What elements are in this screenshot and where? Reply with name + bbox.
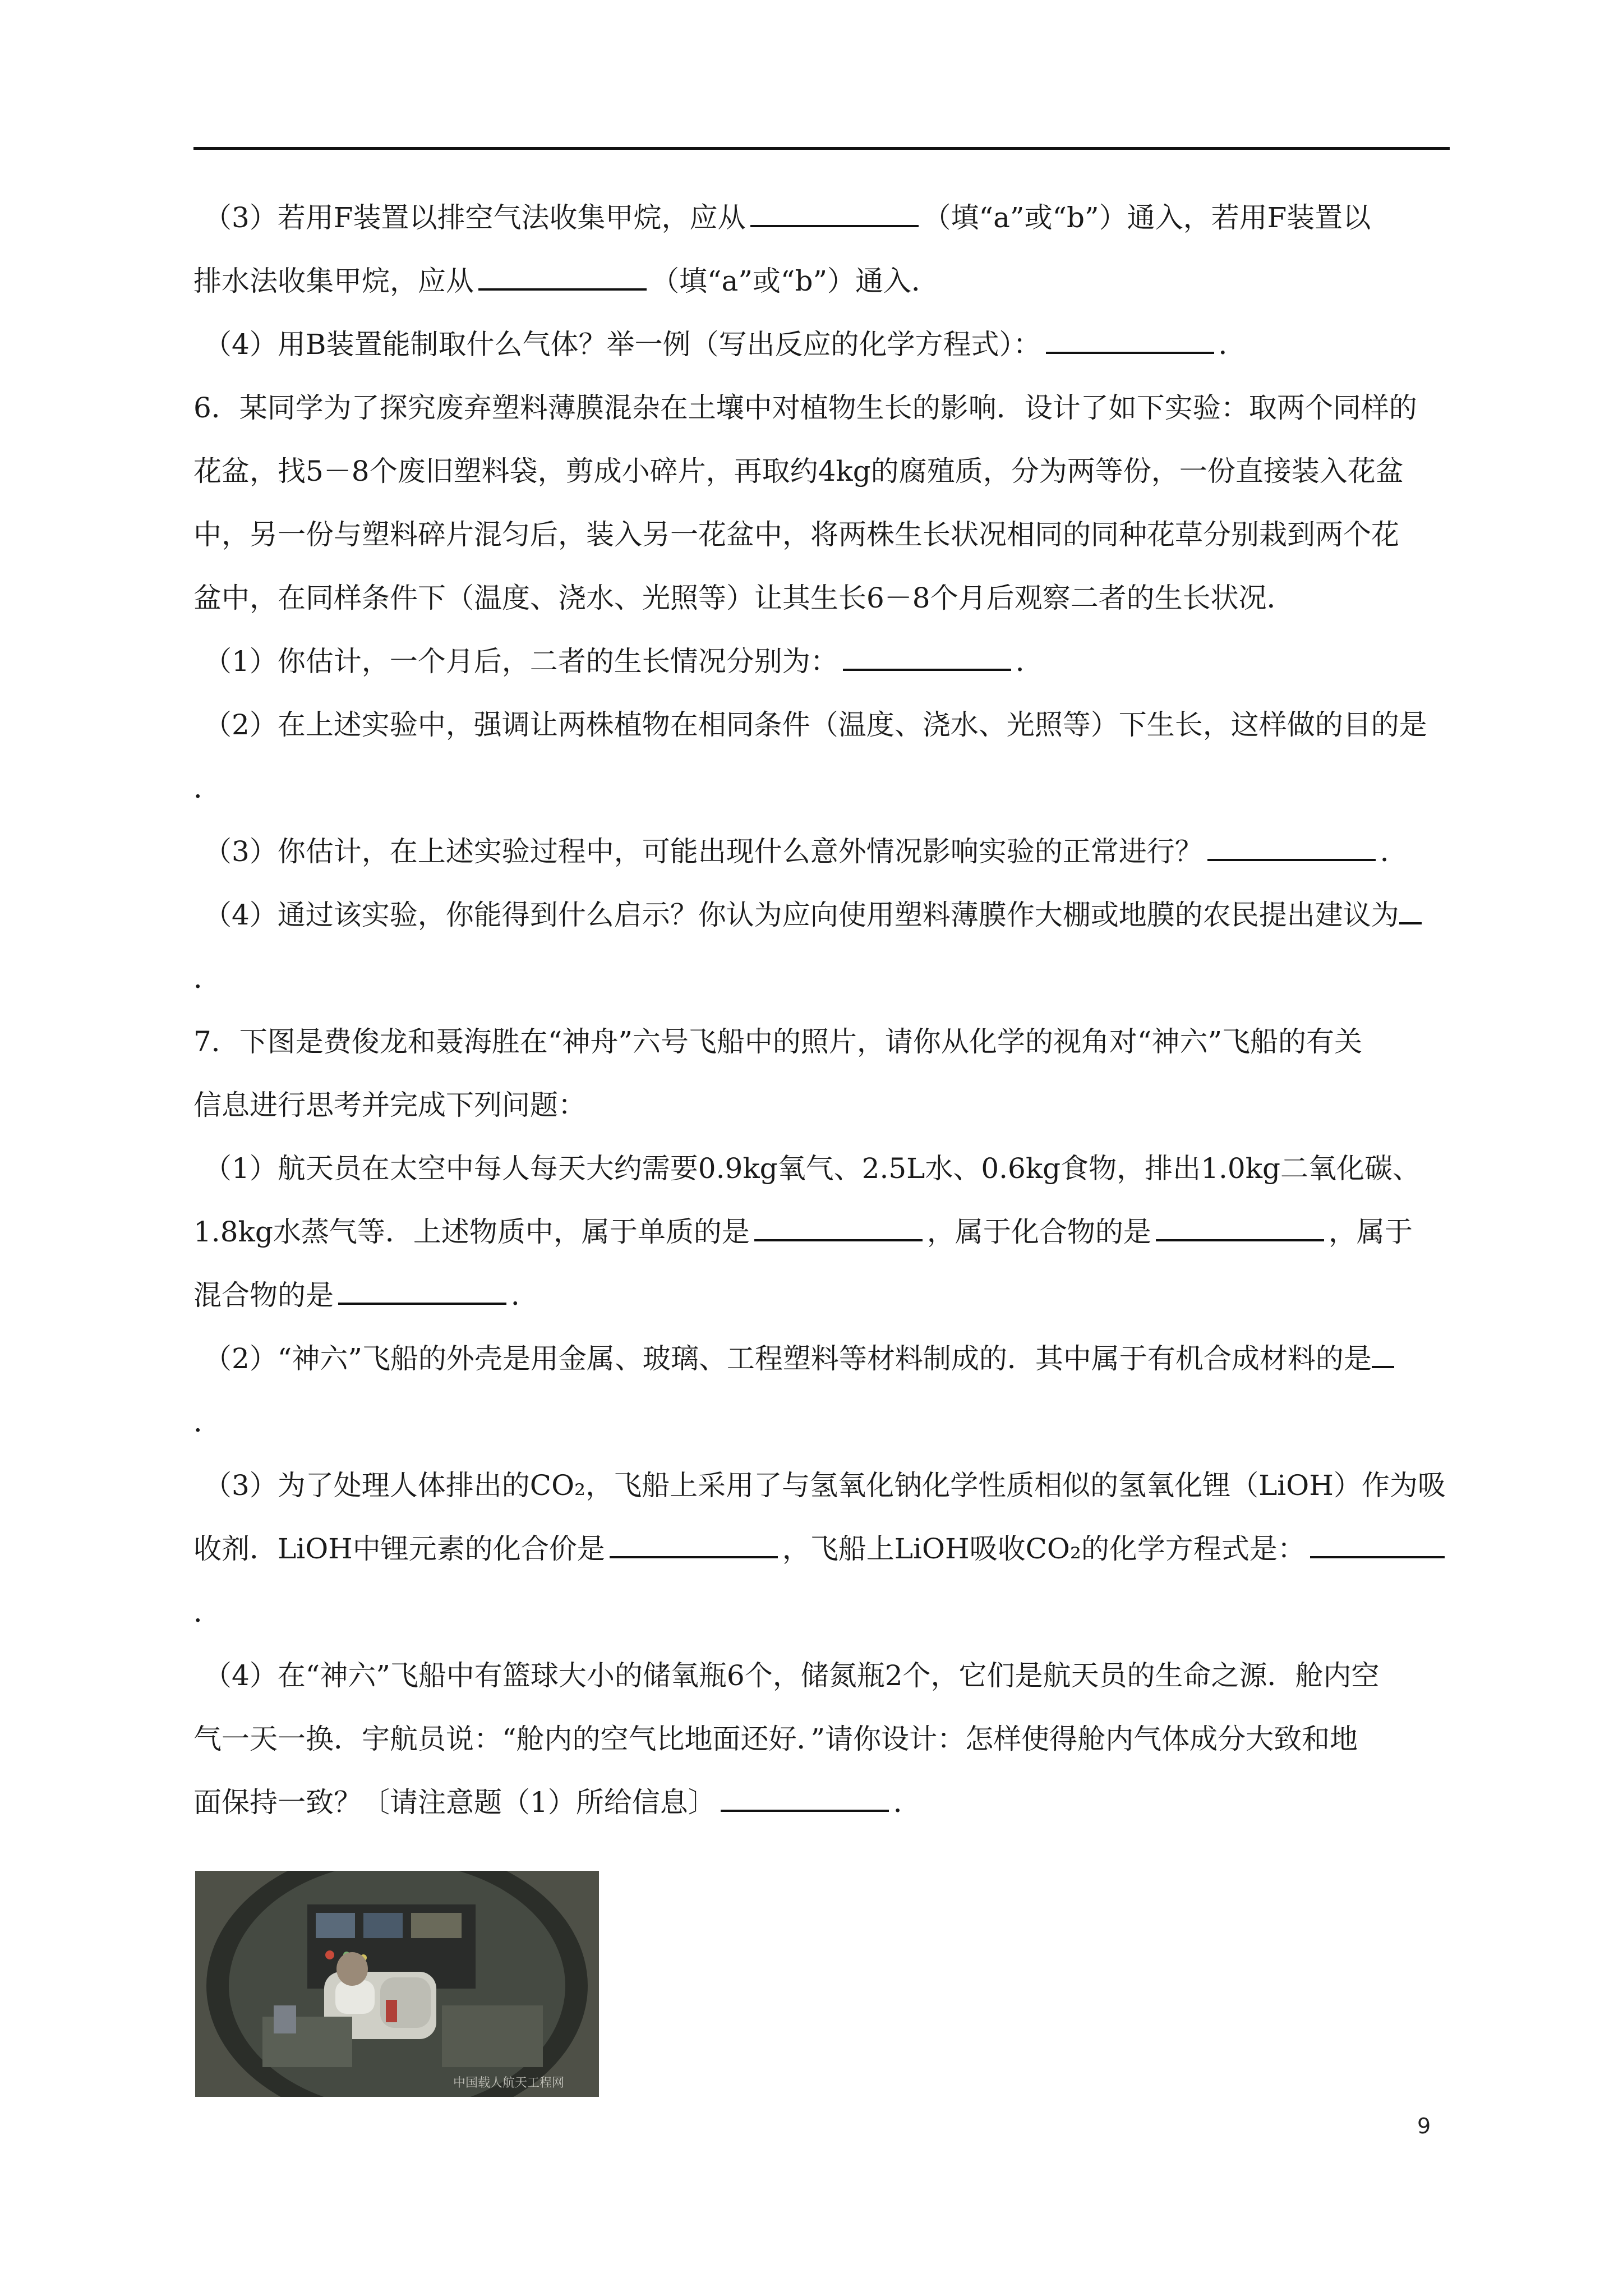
text-line: （1）航天员在太空中每人每天大约需要0.9kg氧气、2.5L水、0.6kg食物，排出1.0kg二氧化碳、 xyxy=(204,1152,1421,1185)
text-line: （3）若用F装置以排空气法收集甲烷，应从 （填“a”或“b”）通入，若用F装置以 xyxy=(204,201,1371,234)
answer-blank[interactable] xyxy=(1156,1214,1324,1241)
answer-blank[interactable] xyxy=(338,1278,506,1305)
answer-blank[interactable] xyxy=(1046,327,1214,354)
text-line: 1.8kg水蒸气等．上述物质中，属于单质的是 ，属于化合物的是 ，属于 xyxy=(193,1216,1413,1248)
answer-blank[interactable] xyxy=(843,644,1011,671)
text-line: 气一天一换．宇航员说：“舱内的空气比地面还好．”请你设计：怎样使得舱内气体成分大致和地 xyxy=(193,1723,1358,1755)
text-line: 花盆，找5－8个废旧塑料袋，剪成小碎片，再取约4kg的腐殖质，分为两等份，一份直接装入花盆 xyxy=(193,455,1404,487)
text-line: 盆中，在同样条件下（温度、浇水、光照等）让其生长6－8个月后观察二者的生长状况． xyxy=(193,582,1295,614)
text-line: 7．下图是费俊龙和聂海胜在“神舟”六号飞船中的照片，请你从化学的视角对“神六”飞船的有关 xyxy=(193,1025,1363,1058)
answer-blank[interactable] xyxy=(610,1531,778,1558)
answer-blank[interactable] xyxy=(478,264,647,291)
text-line: 信息进行思考并完成下列问题： xyxy=(193,1089,586,1121)
answer-blank[interactable] xyxy=(754,1214,923,1241)
question-text xyxy=(193,186,1450,1834)
text-line: （2）在上述实验中，强调让两株植物在相同条件（温度、浇水、光照等）下生长，这样做的目的是 xyxy=(204,708,1427,741)
text-line: （4）在“神六”飞船中有篮球大小的储氧瓶6个，储氮瓶2个，它们是航天员的生命之源．舱内空 xyxy=(204,1659,1380,1692)
answer-blank[interactable] xyxy=(1372,1341,1394,1368)
answer-blank[interactable] xyxy=(721,1785,889,1812)
text-line: （4）用B装置能制取什么气体？举一例（写出反应的化学方程式）： ． xyxy=(204,328,1247,361)
text-line: （4）通过该实验，你能得到什么启示？你认为应向使用塑料薄膜作大棚或地膜的农民提出建议为 xyxy=(193,884,1450,947)
text-line: 混合物的是 ． xyxy=(193,1279,539,1312)
spacecraft-cabin-photo xyxy=(195,1871,599,2097)
text-line: （2）“神六”飞船的外壳是用金属、玻璃、工程塑料等材料制成的．其中属于有机合成材料的是 xyxy=(193,1327,1450,1391)
cabin-photo-illustration xyxy=(195,1871,599,2097)
text-line: （1）你估计，一个月后，二者的生长情况分别为： ． xyxy=(204,645,1044,678)
text-line: 排水法收集甲烷，应从 （填“a”或“b”）通入． xyxy=(193,265,940,297)
answer-blank[interactable] xyxy=(1399,898,1422,924)
text-line: ． xyxy=(193,962,222,995)
text-line: ． xyxy=(193,1406,222,1438)
answer-blank[interactable] xyxy=(750,200,919,227)
text-line: 面保持一致？〔请注意题（1）所给信息〕 ． xyxy=(193,1786,921,1819)
answer-blank[interactable] xyxy=(1310,1531,1445,1558)
header-rule xyxy=(193,147,1450,150)
text-line: 中，另一份与塑料碎片混匀后，装入另一花盆中，将两株生长状况相同的同种花草分别栽到两个花 xyxy=(193,518,1399,551)
text-line: （3）你估计，在上述实验过程中，可能出现什么意外情况影响实验的正常进行？ ． xyxy=(204,835,1408,868)
text-line: （3）为了处理人体排出的CO₂，飞船上采用了与氢氧化钠化学性质相似的氢氧化锂（LiOH）作为吸 xyxy=(204,1469,1446,1502)
page-number: 9 xyxy=(1417,2114,1431,2138)
text-line: ． xyxy=(193,1596,222,1628)
text-line: 收剂．LiOH中锂元素的化合价是 ，飞船上LiOH吸收CO₂的化学方程式是： xyxy=(193,1517,1450,1581)
text-line: ． xyxy=(193,772,222,804)
answer-blank[interactable] xyxy=(1207,834,1376,861)
photo-watermark: 中国载人航天工程网 xyxy=(453,2076,565,2090)
text-line: 6．某同学为了探究废弃塑料薄膜混杂在土壤中对植物生长的影响．设计了如下实验：取两个同样的 xyxy=(193,392,1417,424)
